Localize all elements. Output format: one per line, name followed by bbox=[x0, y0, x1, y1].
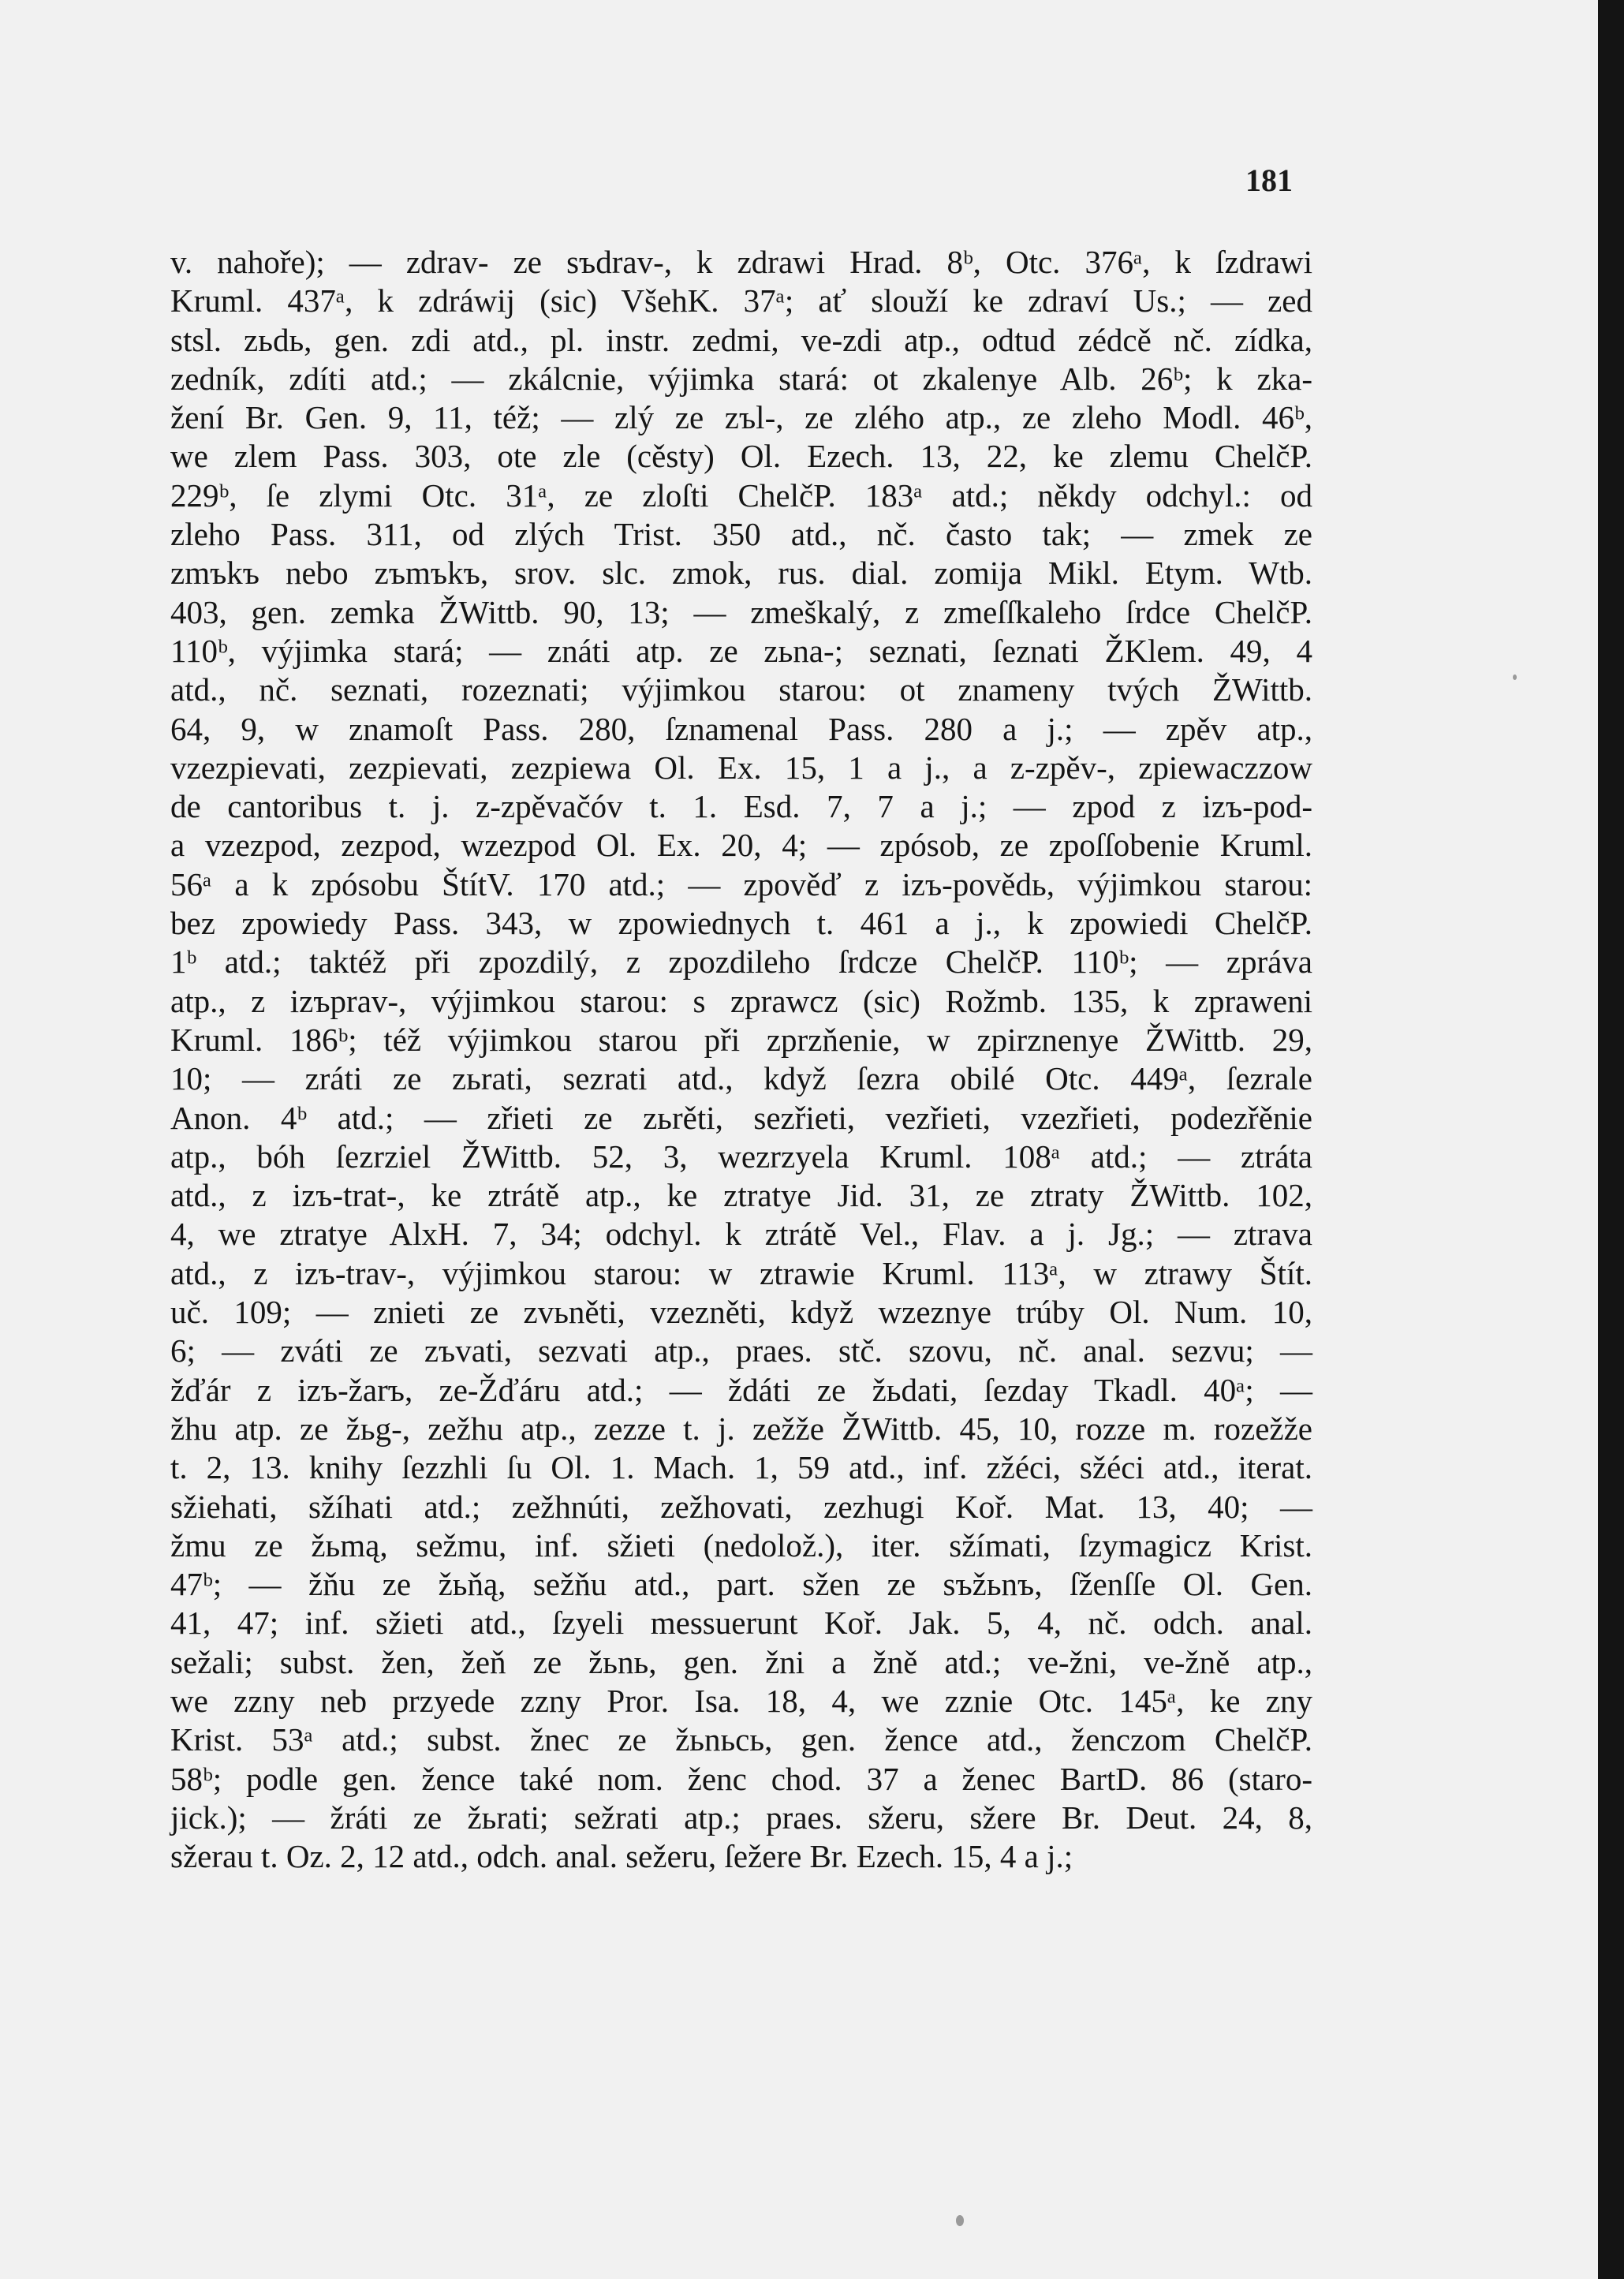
text-line: 4, we ztratye AlxH. 7, 34; odchyl. k ztrátě Vel., Flav. a j. Jg.; — ztrava bbox=[170, 1216, 1312, 1253]
text-line: we zzny neb przyede zzny Pror. Isa. 18, 4, we zznie Otc. 145ᵃ, ke zny bbox=[170, 1682, 1312, 1719]
text-line: 47ᵇ; — žňu ze žьňą, sežňu atd., part. sžen ze sъžьnъ, ſženſſe Ol. Gen. bbox=[170, 1566, 1312, 1603]
text-line: 41, 47; inf. sžieti atd., ſzyeli messuerunt Koř. Jak. 5, 4, nč. odch. anal. bbox=[170, 1605, 1312, 1642]
text-line: sžerau t. Oz. 2, 12 atd., odch. anal. sežeru, ſežere Br. Ezech. 15, 4 a j.; bbox=[170, 1838, 1073, 1875]
dictionary-text-block bbox=[170, 243, 1312, 1876]
text-line: de cantoribus t. j. z-zpěvačóv t. 1. Esd. 7, 7 a j.; — zpod z izъ-pod- bbox=[170, 788, 1312, 825]
scan-speck bbox=[956, 2215, 964, 2226]
text-line: Krist. 53ᵃ atd.; subst. žnec ze žьnьсь, gen. žence atd., ženczom ChelčP. bbox=[170, 1721, 1312, 1758]
text-line: v. nahoře); — zdrav- ze sъdrav-, k zdrawi Hrad. 8ᵇ, Otc. 376ᵃ, k ſzdrawi bbox=[170, 244, 1312, 280]
text-line: bez zpowiedy Pass. 343, w zpowiednych t. 461 a j., k zpowiedi ChelčP. bbox=[170, 905, 1312, 942]
text-line: 58ᵇ; podle gen. žence také nom. ženc chod. 37 a ženec BartD. 86 (staro- bbox=[170, 1760, 1312, 1797]
text-line: we zlem Pass. 303, ote zle (cěsty) Ol. Ezech. 13, 22, ke zlemu ChelčP. bbox=[170, 438, 1312, 475]
text-line: žhu atp. ze žьg-, zežhu atp., zezze t. j. zežže ŽWittb. 45, 10, rozze m. rozežže bbox=[170, 1410, 1312, 1447]
text-line: 1ᵇ atd.; taktéž při zpozdilý, z zpozdileho ſrdcze ChelčP. 110ᵇ; — zpráva bbox=[170, 943, 1312, 981]
text-line: uč. 109; — znieti ze zvьněti, vzezněti, když wzeznye trúby Ol. Num. 10, bbox=[170, 1294, 1312, 1331]
text-line: 229ᵇ, ſe zlymi Otc. 31ᵃ, ze zloſti ChelčP. 183ᵃ atd.; někdy odchyl.: od bbox=[170, 476, 1312, 514]
text-line: sežali; subst. žen, žeň ze žьnь, gen. žni a žně atd.; ve-žni, ve-žně atp., bbox=[170, 1643, 1312, 1680]
text-line: atp., z izъprav-, výjimkou starou: s zprawcz (sic) Rožmb. 135, k zpraweni bbox=[170, 982, 1312, 1019]
text-line: Kruml. 437ᵃ, k zdráwij (sic) VšehK. 37ᵃ; ať slouží ke zdraví Us.; — zed bbox=[170, 282, 1312, 319]
text-line: 56ᵃ a k zpósobu ŠtítV. 170 atd.; — zpověď z izъ-povědь, výjimkou starou: bbox=[170, 865, 1312, 902]
text-line: Kruml. 186ᵇ; též výjimkou starou při zprzňenie, w zpirznenye ŽWittb. 29, bbox=[170, 1021, 1312, 1058]
text-line: atd., z izъ-trav-, výjimkou starou: w ztrawie Kruml. 113ᵃ, w ztrawy Štít. bbox=[170, 1254, 1312, 1291]
page-number: 181 bbox=[1245, 163, 1293, 198]
text-line: 403, gen. zemka ŽWittb. 90, 13; — zmeškalý, z zmeſſkaleho ſrdce ChelčP. bbox=[170, 593, 1312, 630]
text-line: Anon. 4ᵇ atd.; — zřieti ze zьrěti, sezřieti, vezřieti, vzezřieti, podezřěnie bbox=[170, 1099, 1312, 1136]
text-line: t. 2, 13. knihy ſezzhli ſu Ol. 1. Mach. 1, 59 atd., inf. zžéci, sžéci atd., iterat. bbox=[170, 1449, 1312, 1486]
text-line: žmu ze žьmą, sežmu, inf. sžieti (nedolož.), iter. sžímati, ſzymagicz Krist. bbox=[170, 1526, 1312, 1564]
text-line: žďár z izъ-žarъ, ze-Žďáru atd.; — ždáti ze žьdati, ſezday Tkadl. 40ᵃ; — bbox=[170, 1371, 1312, 1408]
text-line: atp., bóh ſezrziel ŽWittb. 52, 3, wezrzyela Kruml. 108ᵃ atd.; — ztráta bbox=[170, 1138, 1312, 1175]
scan-speck bbox=[1513, 674, 1517, 680]
text-line: 110ᵇ, výjimka stará; — znáti atp. ze zьna-; seznati, ſeznati ŽKlem. 49, 4 bbox=[170, 632, 1312, 669]
text-line: zleho Pass. 311, od zlých Trist. 350 atd., nč. často tak; — zmek ze bbox=[170, 516, 1312, 553]
text-line: atd., nč. seznati, rozeznati; výjimkou starou: ot znameny tvých ŽWittb. bbox=[170, 671, 1312, 708]
text-line: vzezpievati, zezpievati, zezpiewa Ol. Ex. 15, 1 a j., a z-zpěv-, zpiewaczzow bbox=[170, 749, 1312, 786]
text-line: stsl. zьdь, gen. zdi atd., pl. instr. zedmi, ve-zdi atp., odtud zédcě nč. zídka, bbox=[170, 321, 1312, 358]
text-line: 64, 9, w znamoſt Pass. 280, ſznamenal Pass. 280 a j.; — zpěv atp., bbox=[170, 710, 1312, 747]
text-line: atd., z izъ-trat-, ke ztrátě atp., ke ztratye Jid. 31, ze ztraty ŽWittb. 102, bbox=[170, 1177, 1312, 1214]
text-line: 10; — zráti ze zьrati, sezrati atd., když ſezra obilé Otc. 449ᵃ, ſezrale bbox=[170, 1060, 1312, 1097]
text-line: sžiehati, sžíhati atd.; zežhnúti, zežhovati, zezhugi Koř. Mat. 13, 40; — bbox=[170, 1488, 1312, 1525]
text-line: a vzezpod, zezpod, wzezpod Ol. Ex. 20, 4; — zpósob, ze zpoſſobenie Kruml. bbox=[170, 827, 1312, 864]
text-line: 6; — zváti ze zъvati, sezvati atp., praes. stč. szovu, nč. anal. sezvu; — bbox=[170, 1332, 1312, 1369]
text-line: jick.); — žráti ze žьrati; sežrati atp.; praes. sžeru, sžere Br. Deut. 24, 8, bbox=[170, 1799, 1312, 1836]
text-line: zmъkъ nebo zъmъkъ, srov. slc. zmok, rus. dial. zomija Mikl. Etym. Wtb. bbox=[170, 555, 1312, 592]
text-line: žení Br. Gen. 9, 11, též; — zlý ze zъl-, ze zlého atp., ze zleho Modl. 46ᵇ, bbox=[170, 399, 1312, 436]
text-line: zedník, zdíti atd.; — zkálcnie, výjimka stará: ot zkalenye Alb. 26ᵇ; k zka- bbox=[170, 360, 1312, 397]
scan-page-edge bbox=[1598, 0, 1624, 2279]
